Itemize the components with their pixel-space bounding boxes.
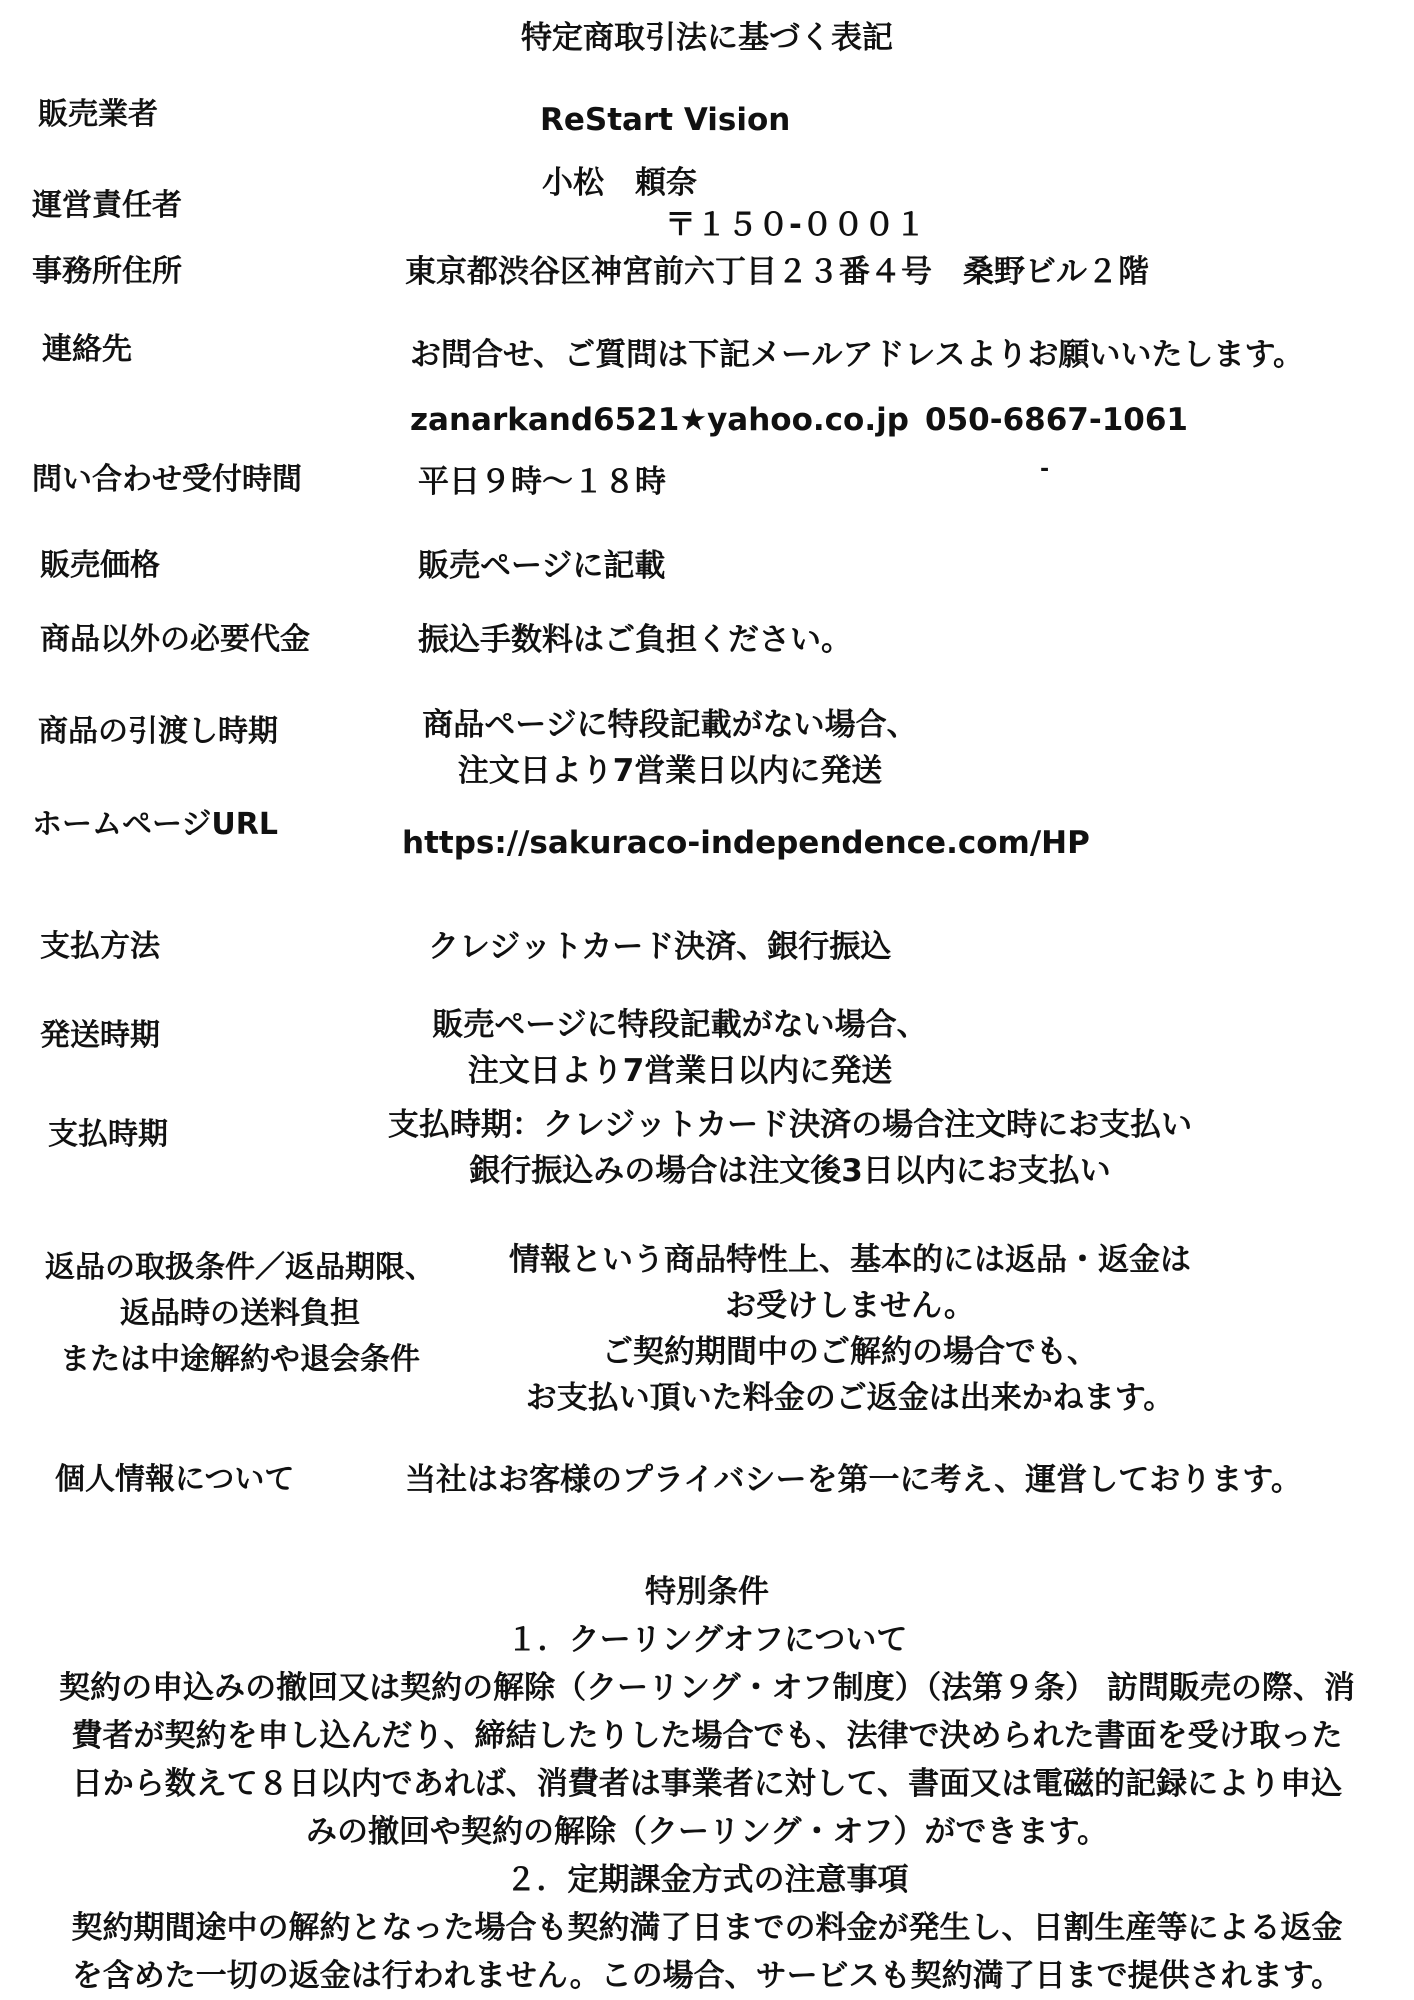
- extra-cost-label: 商品以外の必要代金: [40, 622, 310, 657]
- seller-label: 販売業者: [38, 97, 158, 132]
- contact-dash: -: [1040, 457, 1050, 482]
- shipping-label: 発送時期: [40, 1018, 160, 1053]
- delivery-line-1: 商品ページに特段記載がない場合、: [422, 707, 918, 743]
- privacy-label: 個人情報について: [55, 1462, 295, 1497]
- returns-label: [20, 1245, 460, 1383]
- section2-title: ２．定期課金方式の注意事項: [505, 1862, 909, 1898]
- special-conditions: [0, 1568, 1414, 2000]
- extra-cost-value: 振込手数料はご負担ください。: [418, 622, 852, 658]
- privacy-value: 当社はお客様のプライバシーを第一に考え、運営しております。: [405, 1462, 1302, 1498]
- returns-line-4: お支払い頂いた料金のご返金は出来かねます。: [525, 1380, 1175, 1416]
- section1-line-4: みの撤回や契約の解除（クーリング・オフ）ができます。: [306, 1814, 1108, 1850]
- returns-label-line-1: 返品の取扱条件／返品期限、: [45, 1250, 435, 1285]
- section2-line-1: 契約期間途中の解約となった場合も契約満了日までの料金が発生し、日割生産等による返金: [71, 1910, 1343, 1946]
- homepage-label: ホームページURL: [32, 807, 278, 842]
- shipping-line-2: 注文日より7営業日以内に発送: [467, 1053, 893, 1089]
- returns-label-line-2: 返品時の送料負担: [120, 1296, 360, 1331]
- payment-time-label: 支払時期: [48, 1117, 168, 1152]
- shipping-value: [410, 1002, 950, 1094]
- section1-title: １．クーリングオフについて: [506, 1622, 908, 1658]
- contact-phone: 050-6867-1061: [925, 402, 1189, 438]
- address-label: 事務所住所: [32, 254, 182, 289]
- payment-method-label: 支払方法: [40, 929, 160, 964]
- page-title: 特定商取引法に基づく表記: [521, 20, 893, 56]
- homepage-url[interactable]: https://sakuraco-independence.com/HP: [402, 825, 1090, 861]
- manager-label: 運営責任者: [32, 188, 182, 223]
- section1-line-1: 契約の申込みの撤回又は契約の解除（クーリング・オフ制度）（法第９条） 訪問販売の際、消: [59, 1670, 1355, 1706]
- payment-time-value: [350, 1102, 1230, 1194]
- returns-line-2: お受けしません。: [725, 1288, 975, 1324]
- manager-value: 小松 頼奈: [542, 165, 697, 201]
- returns-value: [470, 1237, 1230, 1421]
- section1-line-3: 日から数えて８日以内であれば、消費者は事業者に対して、書面又は電磁的記録により申込: [71, 1766, 1343, 1802]
- hours-label: 問い合わせ受付時間: [32, 462, 302, 497]
- returns-line-3: ご契約期間中のご解約の場合でも、: [602, 1334, 1098, 1370]
- payment-time-line-2: 銀行振込みの場合は注文後3日以内にお支払い: [469, 1153, 1111, 1189]
- shipping-line-1: 販売ページに特段記載がない場合、: [432, 1007, 928, 1043]
- postal-code: 〒１５０-０００１: [665, 207, 926, 243]
- returns-label-line-3: または中途解約や退会条件: [60, 1342, 420, 1377]
- seller-value: ReStart Vision: [540, 102, 791, 138]
- special-heading: 特別条件: [645, 1574, 769, 1610]
- contact-note: お問合せ、ご質問は下記メールアドレスよりお願いいたします。: [410, 337, 1305, 373]
- price-value: 販売ページに記載: [418, 548, 666, 584]
- payment-method-value: クレジットカード決済、銀行振込: [428, 929, 892, 965]
- price-label: 販売価格: [40, 548, 160, 583]
- section2-line-2: を含めた一切の返金は行われません。この場合、サービスも契約満了日まで提供されます。: [71, 1958, 1343, 1994]
- delivery-line-2: 注文日より7営業日以内に発送: [457, 753, 883, 789]
- contact-label: 連絡先: [42, 332, 132, 367]
- contact-email: zanarkand6521★yahoo.co.jp: [410, 402, 909, 438]
- address-value: 東京都渋谷区神宮前六丁目２３番４号 桑野ビル２階: [405, 254, 1149, 290]
- section1-line-2: 費者が契約を申し込んだり、締結したりした場合でも、法律で決められた書面を受け取った: [71, 1718, 1343, 1754]
- payment-time-line-1: 支払時期：クレジットカード決済の場合注文時にお支払い: [387, 1107, 1193, 1143]
- delivery-label: 商品の引渡し時期: [38, 714, 278, 749]
- delivery-value: [400, 702, 940, 794]
- hours-value: 平日９時～１８時: [418, 464, 666, 500]
- returns-line-1: 情報という商品特性上、基本的には返品・返金は: [509, 1242, 1191, 1278]
